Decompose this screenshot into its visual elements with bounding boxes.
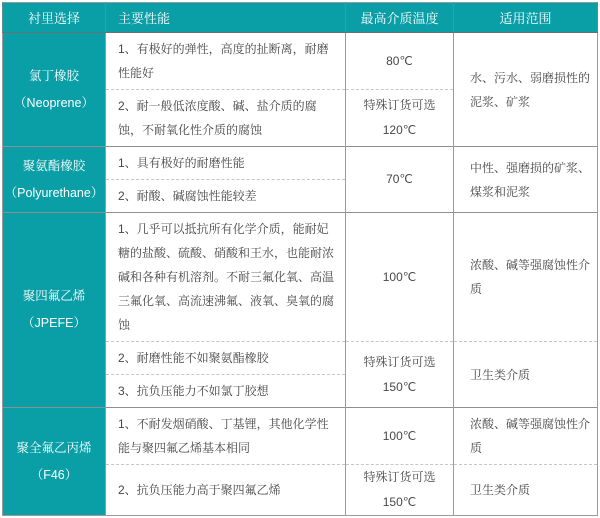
temperature-cell	[346, 90, 454, 147]
temperature-cell: 70℃	[346, 147, 454, 213]
application-cell: 卫生类介质	[454, 342, 598, 408]
temperature-note: 特殊订货可选	[363, 354, 436, 369]
material-code: （Polyurethane）	[4, 185, 104, 200]
temperature-value: 150℃	[382, 495, 417, 509]
temperature-cell: 80℃	[346, 33, 454, 90]
performance-cell: 2、耐磨性能不如聚氨酯橡胶	[106, 342, 346, 375]
application-cell: 卫生类介质	[454, 465, 598, 516]
material-cell-neoprene	[3, 33, 106, 147]
temperature-note: 特殊订货可选	[363, 470, 436, 484]
application-cell: 浓酸、碱等强腐蚀性介质	[454, 408, 598, 465]
header-main-performance: 主要性能	[106, 3, 346, 33]
temperature-value: 120℃	[382, 123, 417, 137]
temperature-note: 特殊订货可选	[363, 98, 436, 112]
performance-cell: 1、有极好的弹性，高度的扯断离，耐磨性能好	[106, 33, 346, 90]
performance-cell: 3、抗负压能力不如氯丁胶想	[106, 375, 346, 408]
temperature-cell: 100℃	[346, 408, 454, 465]
material-code: （F46）	[30, 467, 78, 482]
performance-cell: 2、抗负压能力高于聚四氟乙烯	[106, 465, 346, 516]
temperature-cell	[346, 342, 454, 408]
application-cell: 水、污水、弱磨损性的泥浆、矿浆	[454, 33, 598, 147]
material-cell-ptfe	[3, 213, 106, 408]
table-row	[3, 408, 598, 465]
table-header-row	[3, 3, 598, 33]
material-name: 聚氨酯橡胶	[22, 158, 86, 173]
table-row	[3, 213, 598, 342]
header-lining-selection: 衬里选择	[3, 3, 106, 33]
performance-cell: 2、耐一般低浓度酸、碱、盐介质的腐蚀，不耐氧化性介质的腐蚀	[106, 90, 346, 147]
performance-cell: 1、几乎可以抵抗所有化学介质，能耐妃糖的盐酸、硫酸、硝酸和王水，也能耐浓碱和各种有机溶剂。不耐三氟化氧、高温三氟化氧、高流速沸氟、液氧、臭氧的腐蚀	[106, 213, 346, 342]
performance-cell: 2、耐酸、碱腐蚀性能较差	[106, 180, 346, 213]
material-name: 聚全氟乙丙烯	[16, 440, 92, 455]
header-max-medium-temperature: 最高介质温度	[346, 3, 454, 33]
temperature-value: 150℃	[382, 379, 417, 394]
table-row	[3, 147, 598, 180]
temperature-cell: 100℃	[346, 213, 454, 342]
performance-cell: 1、不耐发烟硝酸、丁基锂，其他化学性能与聚四氟乙烯基本相同	[106, 408, 346, 465]
header-applicable-range: 适用范围	[454, 3, 598, 33]
table-row	[3, 33, 598, 90]
material-cell-polyurethane	[3, 147, 106, 213]
material-code: （JPEFE）	[22, 316, 86, 330]
application-cell: 中性、强磨损的矿浆、煤浆和泥浆	[454, 147, 598, 213]
material-name: 聚四氟乙烯	[22, 289, 86, 303]
performance-cell: 1、具有极好的耐磨性能	[106, 147, 346, 180]
material-name: 氯丁橡胶	[28, 68, 79, 83]
temperature-cell	[346, 465, 454, 516]
application-cell: 浓酸、碱等强腐蚀性介质	[454, 213, 598, 342]
material-code: （Neoprene）	[14, 95, 94, 110]
lining-spec-table	[2, 2, 598, 516]
material-cell-f46	[3, 408, 106, 516]
